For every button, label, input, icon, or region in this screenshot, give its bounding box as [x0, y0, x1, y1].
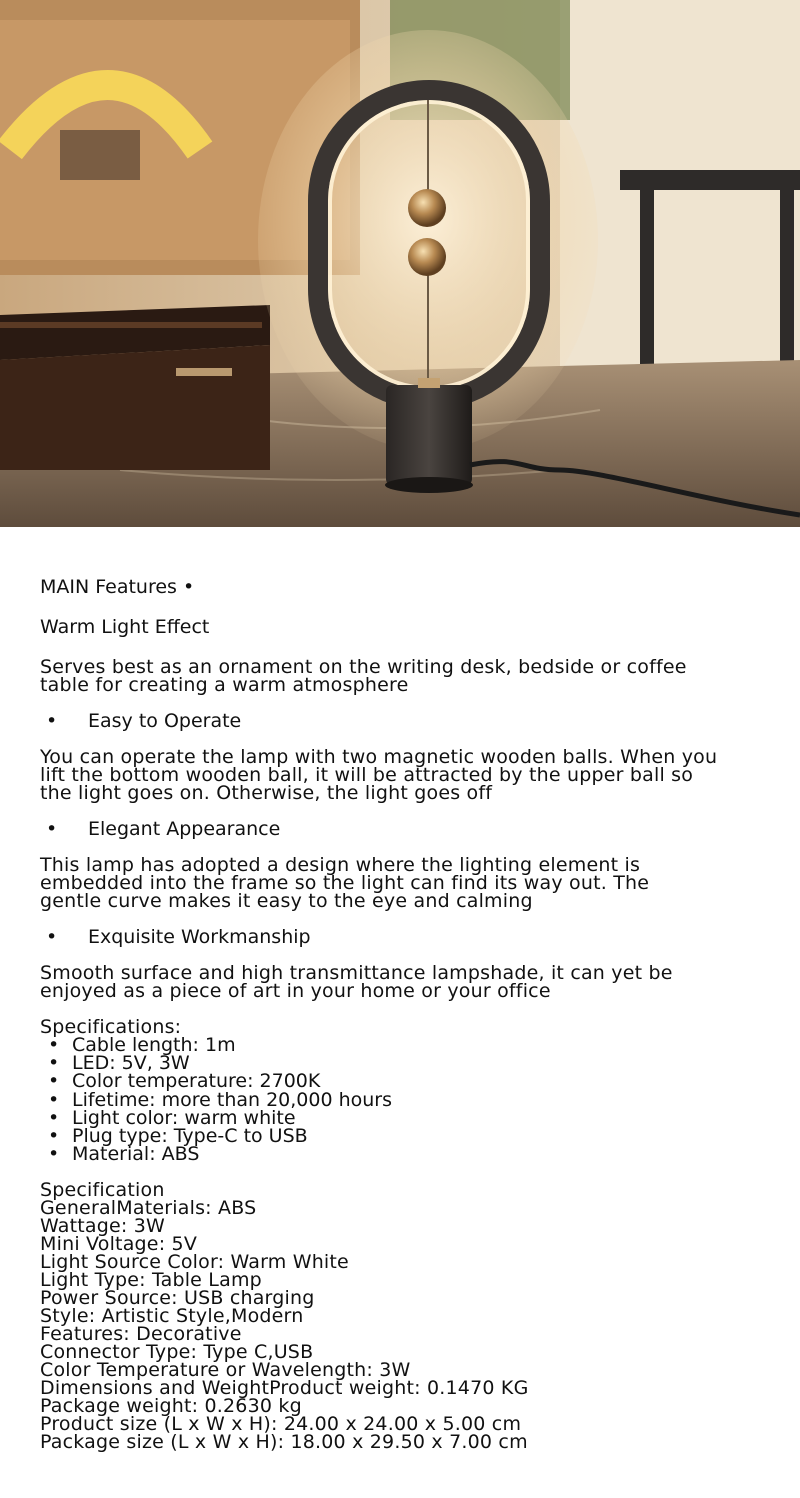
- easy-operate-title: Easy to Operate: [88, 710, 242, 732]
- bullet-icon: •: [46, 818, 58, 840]
- spec-line: Dimensions and WeightProduct weight: 0.1470 KG: [40, 1377, 529, 1400]
- spec-line: Power Source: USB charging: [40, 1287, 315, 1310]
- text-line: embedded into the frame so the light can find its way out. The: [40, 872, 650, 894]
- spec-line: Light Type: Table Lamp: [40, 1269, 262, 1292]
- workmanship-heading: [40, 928, 770, 946]
- spec-line: Style: Artistic Style,Modern: [40, 1305, 304, 1328]
- text-line: lift the bottom wooden ball, it will be attracted by the upper ball so: [40, 764, 694, 786]
- spec-line: Package size (L x W x H): 18.00 x 29.50 x 7.00 cm: [40, 1431, 528, 1454]
- spec-line: Features: Decorative: [40, 1323, 242, 1346]
- elegant-description: [40, 856, 770, 910]
- text-line: gentle curve makes it easy to the eye and calming: [40, 890, 533, 912]
- list-item: • Cable length: 1m: [48, 1034, 236, 1056]
- specifications-list: [40, 1034, 770, 1166]
- product-description: [40, 578, 770, 1469]
- spec-line: Light Source Color: Warm White: [40, 1251, 349, 1274]
- spec-line: Connector Type: Type C,USB: [40, 1341, 314, 1364]
- elegant-heading: [40, 820, 770, 838]
- spec-line: Product size (L x W x H): 24.00 x 24.00 x 5.00 cm: [40, 1413, 522, 1436]
- bullet-icon: •: [46, 926, 58, 948]
- list-item: • Lifetime: more than 20,000 hours: [48, 1088, 393, 1111]
- text-line: Serves best as an ornament on the writing desk, bedside or coffee: [40, 656, 687, 678]
- text-line: the light goes on. Otherwise, the light goes off: [40, 782, 493, 804]
- list-item: • Material: ABS: [48, 1143, 200, 1166]
- list-item: • LED: 5V, 3W: [48, 1052, 190, 1075]
- text-line: Smooth surface and high transmittance lampshade, it can yet be: [40, 962, 673, 984]
- text-line: This lamp has adopted a design where the lighting element is: [40, 854, 641, 876]
- bullet-icon: •: [48, 1125, 60, 1148]
- list-item: • Light color: warm white: [48, 1106, 296, 1129]
- text-line: You can operate the lamp with two magnetic wooden balls. When you: [40, 746, 718, 768]
- bullet-icon: •: [48, 1106, 60, 1129]
- spec-line: Color Temperature or Wavelength: 3W: [40, 1359, 411, 1382]
- spec-line: Package weight: 0.2630 kg: [40, 1395, 302, 1418]
- main-features-heading: MAIN Features •: [40, 576, 195, 598]
- spec-line: GeneralMaterials: ABS: [40, 1197, 257, 1220]
- warm-light-title: Warm Light Effect: [40, 616, 210, 638]
- spec-line: Mini Voltage: 5V: [40, 1233, 198, 1256]
- spec-line: Wattage: 3W: [40, 1215, 166, 1238]
- list-item: • Plug type: Type-C to USB: [48, 1125, 308, 1148]
- bullet-icon: •: [48, 1034, 60, 1056]
- specifications-section: [40, 1016, 770, 1166]
- warm-light-description: [40, 658, 770, 694]
- easy-operate-heading: [40, 712, 770, 730]
- bullet-icon: •: [48, 1088, 60, 1111]
- specifications-title: Specifications:: [40, 1016, 182, 1038]
- bullet-icon: •: [48, 1070, 60, 1093]
- bullet-icon: •: [48, 1052, 60, 1075]
- list-item: • Color temperature: 2700K: [48, 1070, 321, 1093]
- spec-line: Specification: [40, 1179, 165, 1202]
- workmanship-description: [40, 964, 770, 1000]
- bullet-icon: •: [46, 710, 58, 732]
- product-photo: [0, 0, 800, 527]
- lamp-photo-illustration: [0, 0, 800, 527]
- elegant-title: Elegant Appearance: [88, 818, 281, 840]
- text-line: enjoyed as a piece of art in your home or your office: [40, 980, 551, 1002]
- text-line: table for creating a warm atmosphere: [40, 674, 409, 696]
- easy-operate-description: [40, 748, 770, 802]
- workmanship-title: Exquisite Workmanship: [88, 926, 311, 948]
- specification-details: [40, 1179, 770, 1454]
- bullet-icon: •: [48, 1143, 60, 1166]
